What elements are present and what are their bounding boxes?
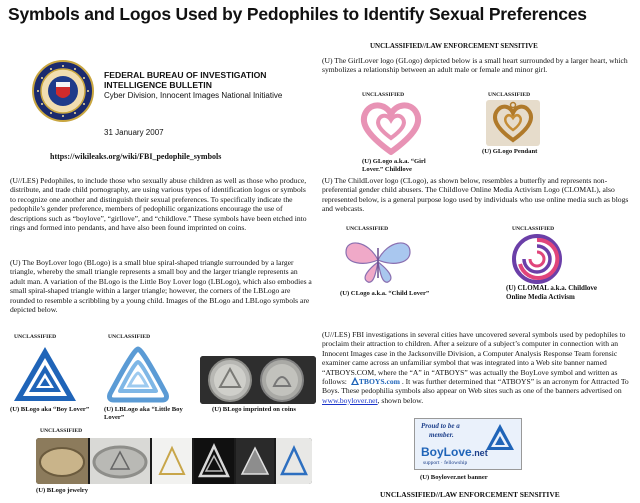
fbi-seal-logo [32,60,94,122]
banner-tagline: support · fellowship [423,460,468,466]
blogo-caption: (U) BLogo aka “Boy Lover” [10,406,90,413]
clomal-caption: (U) CLOMAL a.k.a. Childlove Online Media Activism [506,284,598,301]
classification-label: UNCLASSIFIED [346,226,389,232]
glogo-caption: (U) GLogo a.k.a. “Girl Lover.” Childlove [362,158,426,173]
atboys-paragraph [322,330,632,405]
clomal-swirl-icon [512,234,562,284]
bulletin-name: INTELLIGENCE BULLETIN [104,80,212,90]
lblogo-rounded-triangle-icon [104,344,172,404]
classification-label: UNCLASSIFIED [14,334,57,340]
atboys-text-start: (U//LES) FBI investigations in several cities have uncovered several symbols used by pedophiles to proclaim their attraction to children. After a seizure of a subject’s computer in connection with an Innocent Images case in the Jacksonville Division, a Computer Analysis Response Team forensic examiner came across an unfamiliar symbol that was integrated into a Web site banner named “ATBOYS.COM, where the “A” in “ATBOYS” was actually the BoyLove symbol and written as follows: [322,330,626,387]
bulletin-date: 31 January 2007 [104,128,164,137]
banner-line2: member. [429,431,454,439]
girllover-paragraph: (U) The GirlLover logo (GLogo) depicted below is a small heart surrounded by a larger heart, which symbolizes a relationship between an adult male or female and minor girl. [322,56,628,75]
boylover-paragraph: (U) The BoyLover logo (BLogo) is a small blue spiral-shaped triangle surrounded by a larger triangle, whereby the small triangle represents a small boy and the larger triangle represents an adult man. A variation of the BLogo is the Little Boy Lover logo (LBLogo), which also embodies a small spiral-shaped triangle within a larger triangle; however, the corners of the LBLogo are rounded to resemble a scribbling by a young child. Images of the BLogo and LBLogo symbols are depicted below. [10,258,312,315]
coins-caption: (U) BLogo imprinted on coins [212,406,296,413]
boylover-link[interactable]: www.boylover.net [322,395,378,405]
boylover-banner [414,418,522,470]
classification-label: UNCLASSIFIED [488,92,531,98]
clogo-caption: (U) CLogo a.k.a. “Child Lover” [340,290,430,297]
atboys-text-middle: . It was further determined that “ATBOYS” is an acronym for Attracted To Boys. These pedophilia symbols also appear on Web sites such as one of the banners advertised on [322,377,629,396]
classification-label: UNCLASSIFIED [40,428,83,434]
glogo-pendant-photo [486,100,540,146]
agency-name: FEDERAL BUREAU OF INVESTIGATION [104,70,267,80]
blogo-triangle-icon [12,344,78,404]
jewelry-caption: (U) BLogo jewelry [36,487,89,494]
classification-label: UNCLASSIFIED [108,334,151,340]
banner-suffix: .net [471,448,488,458]
clogo-butterfly-icon [342,234,414,288]
classification-label: UNCLASSIFIED [512,226,555,232]
banner-line1: Proud to be a [421,422,460,430]
atboys-inline-logo [351,377,400,386]
banner-brand: BoyLove [421,445,472,459]
atboys-text-end: , shown below. [377,395,424,405]
classification-top: UNCLASSIFIED//LAW ENFORCEMENT SENSITIVE [370,42,538,50]
lblogo-caption: (U) LBLogo aka “Little Boy Lover” [104,406,183,421]
page-title: Symbols and Logos Used by Pedophiles to Identify Sexual Preferences [8,4,587,24]
classification-bottom: UNCLASSIFIED//LAW ENFORCEMENT SENSITIVE [380,490,560,499]
blogo-small-icon [351,377,359,385]
division-name: Cyber Division, Innocent Images National Initiative [104,91,283,100]
glogo-pendant-caption: (U) GLogo Pendant [482,148,538,155]
intro-paragraph: (U//LES) Pedophiles, to include those who sexually abuse children as well as those who produce, distribute, and trade child pornography, are using various types of identification logos or symbols to recognize one another and distinguish their sexual preferences. To specifically indicate the pedophile’s gender preference, members of pedophilic organizations encourage the use of descriptions such as “boylove”, “girllove”, and “childlove.” These symbols have been etched into rings and formed into pendants, and have also been found imprinted on coins. [10,176,307,233]
jewelry-photo [36,438,312,484]
childlover-paragraph: (U) The ChildLover logo (CLogo), as shown below, resembles a butterfly and represents non-preferential gender child abusers. The Childlove Online Media Activism Logo (CLOMAL), also represented below, is a general purpose logo used by individuals who use online media such as blogs and webcasts. [322,176,629,214]
glogo-heart-icon [358,100,424,156]
atboys-logo-text: TBOYS.com [358,377,400,387]
banner-caption: (U) Boylover.net banner [420,474,488,481]
classification-label: UNCLASSIFIED [362,92,405,98]
banner-triangle-icon [485,423,515,456]
coins-photo [200,356,316,404]
source-url[interactable]: https://wikileaks.org/wiki/FBI_pedophile_symbols [50,152,222,161]
